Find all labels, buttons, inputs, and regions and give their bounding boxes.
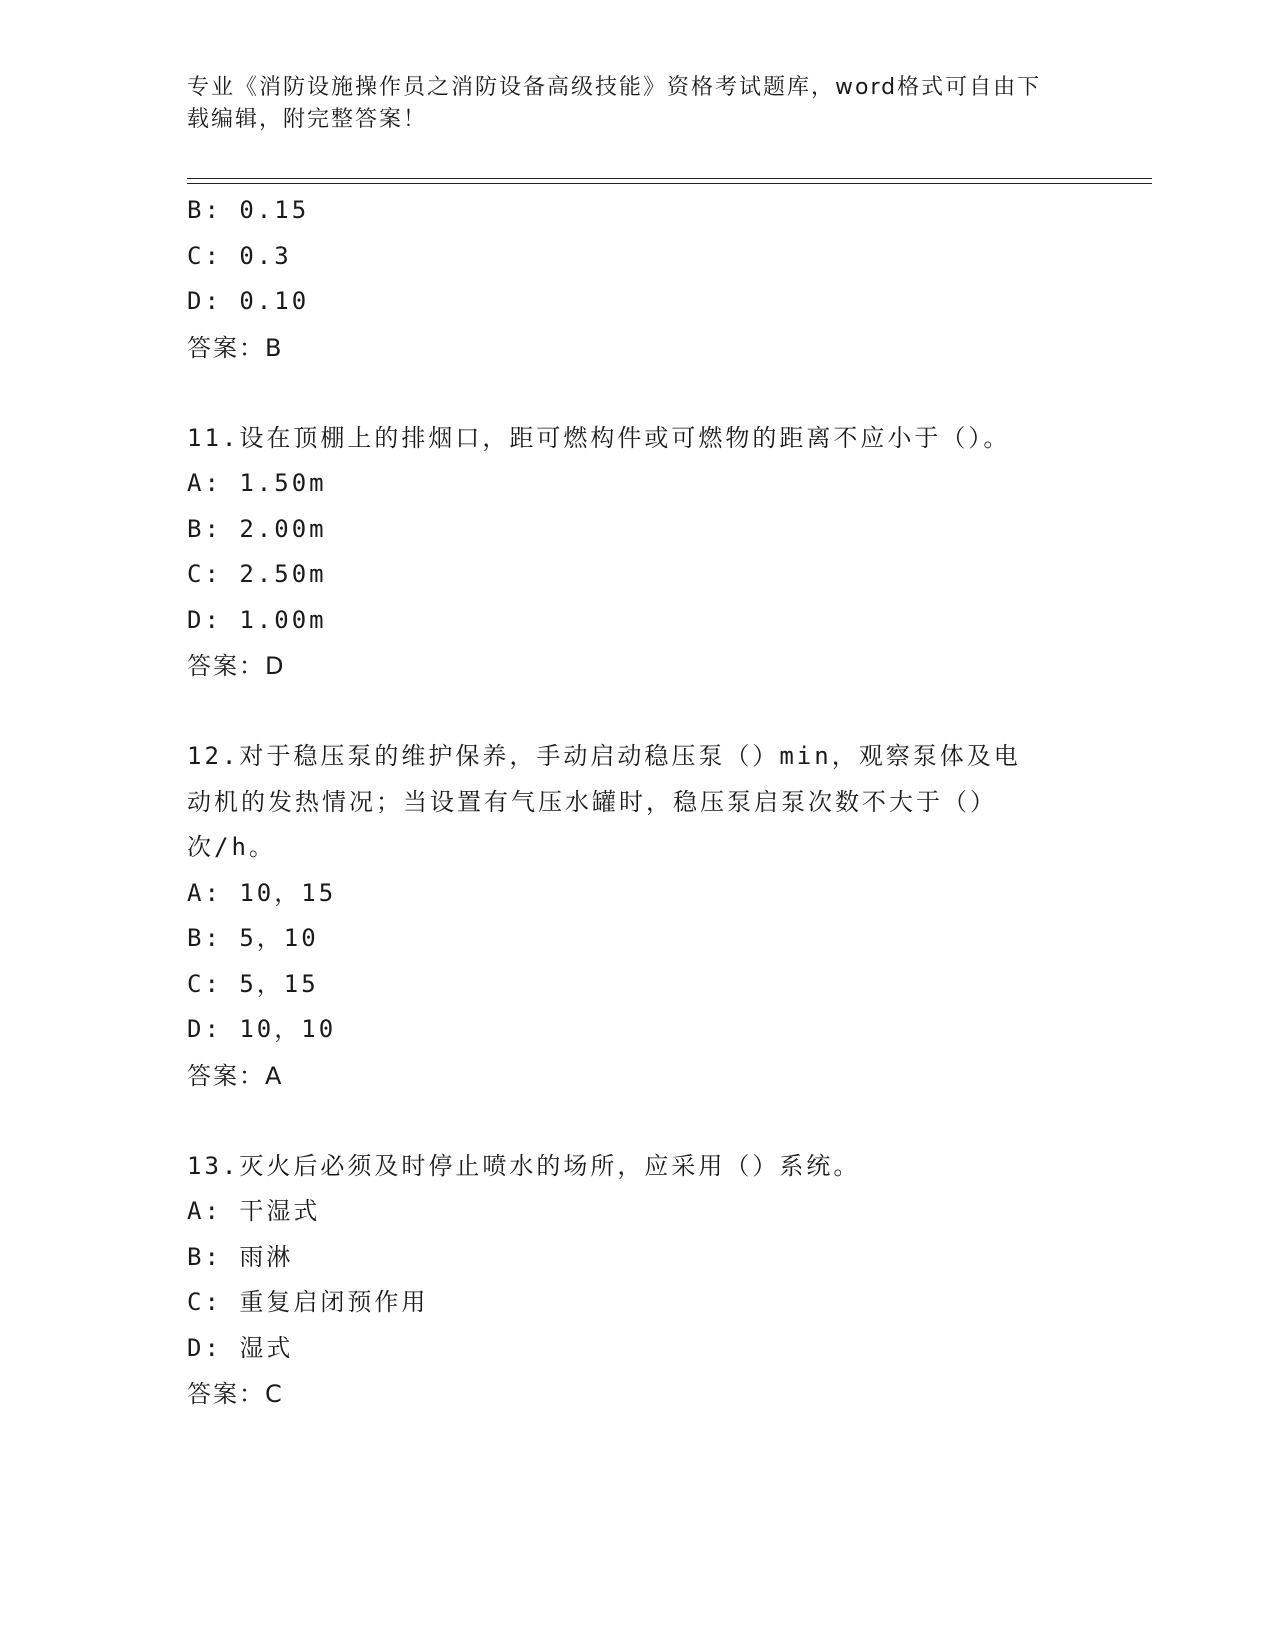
q13-option-d: D: 湿式 — [187, 1333, 294, 1362]
header-line-1: 专业《消防设施操作员之消防设备高级技能》资格考试题库，word格式可自由下 — [187, 75, 1042, 100]
q12-stem-line-1: 12.对于稳压泵的维护保养，手动启动稳压泵（）min，观察泵体及电 — [187, 742, 1021, 770]
q12-stem-line-3: 次/h。 — [187, 833, 276, 861]
spacer — [187, 371, 1087, 416]
q11-option-a: A: 1.50m — [187, 469, 327, 497]
q13-option-b: B: 雨淋 — [187, 1242, 294, 1271]
q13-answer: 答案：C — [187, 1380, 284, 1408]
page-header — [187, 72, 1067, 136]
q11-stem: 11.设在顶棚上的排烟口，距可燃构件或可燃物的距离不应小于（）。 — [187, 423, 1011, 452]
q12-option-c: C: 5，15 — [187, 969, 319, 998]
q12-option-d: D: 10，10 — [187, 1015, 337, 1043]
q11-option-b: B: 2.00m — [187, 514, 327, 543]
spacer — [187, 1099, 1087, 1144]
q12-answer: 答案：A — [187, 1061, 284, 1090]
header-double-rule — [187, 178, 1152, 184]
question-content — [187, 188, 1087, 1417]
header-line-2: 载编辑，附完整答案！ — [187, 107, 428, 132]
spacer — [187, 689, 1087, 734]
q10-option-d: D: 0.10 — [187, 287, 310, 315]
q12-option-b: B: 5，10 — [187, 924, 319, 952]
q10-option-b: B: 0.15 — [187, 196, 310, 224]
q11-answer: 答案：D — [187, 652, 286, 680]
q13-option-a: A: 干湿式 — [187, 1197, 321, 1225]
q11-option-c: C: 2.50m — [187, 560, 327, 588]
q10-option-c: C: 0.3 — [187, 241, 292, 270]
q13-option-c: C: 重复启闭预作用 — [187, 1288, 429, 1316]
q12-stem-line-2: 动机的发热情况；当设置有气压水罐时，稳压泵启泵次数不大于（） — [187, 787, 997, 816]
q11-option-d: D: 1.00m — [187, 605, 327, 634]
q10-answer: 答案：B — [187, 333, 284, 362]
q13-stem: 13.灭火后必须及时停止喷水的场所，应采用（）系统。 — [187, 1151, 861, 1180]
q12-option-a: A: 10，15 — [187, 878, 337, 907]
